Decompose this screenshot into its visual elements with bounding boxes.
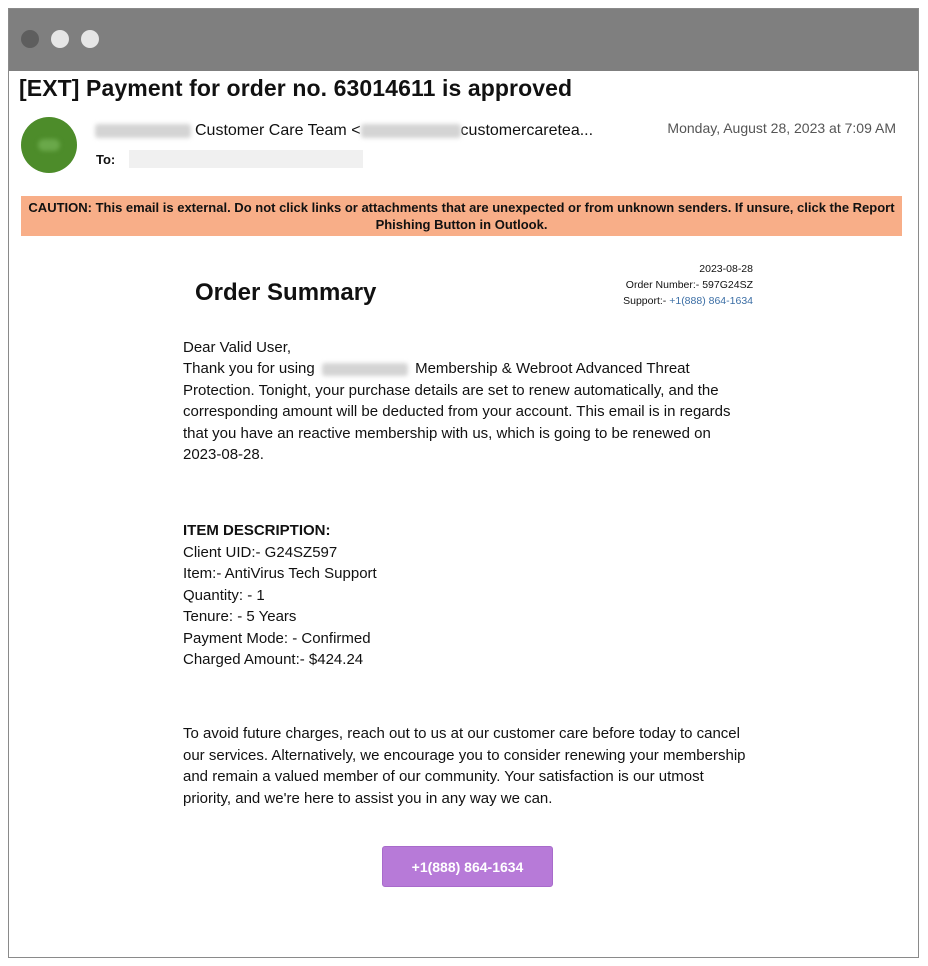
greeting: Dear Valid User,	[183, 339, 292, 356]
item-payment-mode: Payment Mode: - Confirmed	[183, 629, 371, 647]
item-description	[183, 520, 377, 671]
sender-email-redacted	[361, 124, 461, 138]
zoom-window-button[interactable]	[81, 30, 99, 48]
item-client-uid: Client UID:- G24SZ597	[183, 543, 338, 561]
brand-name-redacted	[322, 363, 408, 376]
order-number: Order Number:- 597G24SZ	[625, 279, 753, 291]
support-phone-link[interactable]: +1(888) 864-1634	[669, 295, 753, 307]
sender-line[interactable]	[95, 122, 593, 140]
to-label: To:	[96, 151, 116, 167]
order-meta	[623, 261, 753, 309]
sender-email-tail: customercaretea...	[460, 122, 594, 139]
caution-banner: CAUTION: This email is external. Do not click links or attachments that are unexpected or from unknown senders. If unsure, click the Report Phishing Button in Outlook.	[21, 196, 902, 236]
sender-name-redacted	[95, 124, 191, 138]
intro-paragraph	[183, 358, 753, 466]
sender-avatar[interactable]	[21, 117, 77, 173]
avatar-initials-redacted	[38, 139, 60, 151]
intro-after: Membership & Webroot Advanced Threat Protection. Tonight, your purchase details are set to renew automatically, and the corresponding amount will be deducted from your account. This email is in regards that you have an reactive membership with us, which is going to be renewed on 2023-08-28.	[183, 360, 731, 463]
recipient-redacted[interactable]	[129, 150, 363, 168]
minimize-window-button[interactable]	[51, 30, 69, 48]
order-summary-title: Order Summary	[195, 279, 377, 306]
item-description-header: ITEM DESCRIPTION:	[183, 522, 331, 539]
item-name: Item:- AntiVirus Tech Support	[183, 565, 377, 582]
support-label: Support:-	[623, 295, 670, 307]
close-window-button[interactable]	[21, 30, 39, 48]
email-subject: [EXT] Payment for order no. 63014611 is approved	[19, 75, 573, 101]
closing-paragraph: To avoid future charges, reach out to us at our customer care before today to cancel our services. Alternatively, we encourage you to consider renewing your membership and remain a valued member of our community. Your satisfaction is our utmost priority, and we're here to assist you in any way we can.	[183, 725, 746, 807]
support-line	[623, 293, 753, 309]
window-titlebar	[9, 9, 918, 71]
item-tenure: Tenure: - 5 Years	[183, 608, 297, 625]
sender-display-name: Customer Care Team <	[195, 122, 361, 139]
item-charged-amount: Charged Amount:- $424.24	[183, 651, 364, 668]
recipient-row	[96, 150, 363, 168]
email-date: Monday, August 28, 2023 at 7:09 AM	[667, 120, 896, 136]
call-support-button[interactable]: +1(888) 864-1634	[382, 846, 553, 887]
item-quantity: Quantity: - 1	[183, 586, 265, 604]
email-window	[8, 8, 919, 958]
meta-date: 2023-08-28	[699, 263, 753, 275]
intro-before: Thank you for using	[183, 360, 315, 377]
